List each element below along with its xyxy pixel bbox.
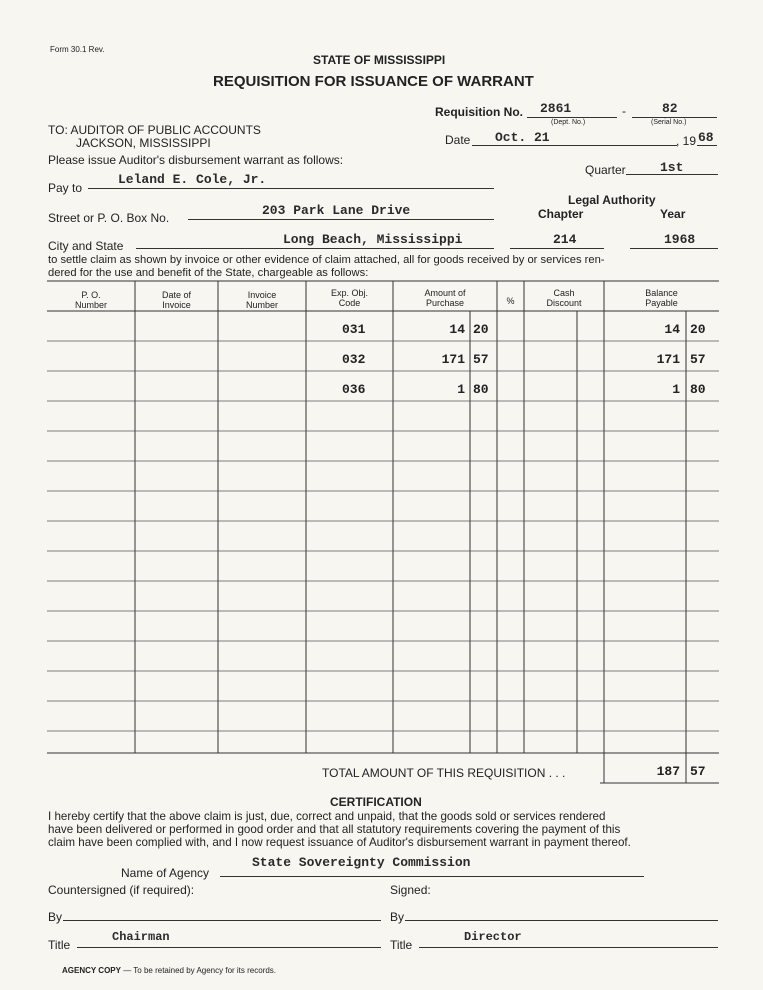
- date-value: Oct. 21: [495, 130, 550, 145]
- row-1-balance-dollars: 14: [664, 322, 680, 337]
- pay-to-value: Leland E. Cole, Jr.: [118, 172, 267, 187]
- dept-no-value: 2861: [540, 101, 572, 116]
- city-label: City and State: [48, 239, 124, 253]
- certification-line-2: have been delivered or performed in good order and that all statutory requirements covering the payment of this: [48, 823, 621, 836]
- year-label: Year: [660, 207, 686, 221]
- row-1-amount-cents: 20: [473, 322, 489, 337]
- total-cents: 57: [690, 764, 706, 779]
- settle-text-1: to settle claim as shown by invoice or other evidence of claim attached, all for goods received by or services ren-: [48, 254, 605, 266]
- total-label: TOTAL AMOUNT OF THIS REQUISITION . . .: [322, 766, 566, 780]
- right-by-line: [405, 920, 718, 921]
- form-number: Form 30.1 Rev.: [50, 45, 105, 54]
- year-value: 1968: [664, 232, 696, 247]
- row-3-amount-cents: 80: [473, 382, 489, 397]
- date-year-value: 68: [698, 130, 714, 145]
- pay-to-label: Pay to: [48, 181, 83, 195]
- row-3-amount-dollars: 1: [457, 382, 465, 397]
- city-value: Long Beach, Mississippi: [283, 232, 463, 247]
- to-line-1: TO: AUDITOR OF PUBLIC ACCOUNTS: [48, 123, 261, 137]
- legal-authority-label: Legal Authority: [568, 193, 656, 207]
- right-title-label: Title: [390, 938, 413, 952]
- agency-line: [220, 876, 644, 877]
- settle-text-2: dered for the use and benefit of the State, chargeable as follows:: [48, 267, 369, 279]
- row-1-amount-dollars: 14: [449, 322, 465, 337]
- row-2-amount-cents: 57: [473, 352, 489, 367]
- left-title-value: Chairman: [112, 930, 170, 944]
- col-header-amount: Amount of Purchase: [424, 288, 466, 308]
- dept-no-caption: (Dept. No.): [551, 119, 586, 126]
- certification-line-1: I hereby certify that the above claim is just, due, correct and unpaid, that the goods sold or services rendered: [48, 810, 606, 823]
- instruction-text: Please issue Auditor's disbursement warrant as follows:: [48, 153, 344, 167]
- date-year-prefix: , 19: [676, 134, 697, 148]
- row-1-balance-cents: 20: [690, 322, 706, 337]
- row-3-code: 036: [342, 382, 366, 397]
- row-2-balance-cents: 57: [690, 352, 706, 367]
- row-1-code: 031: [342, 322, 366, 337]
- requisition-dash: -: [622, 104, 626, 118]
- col-header-date: Date of Invoice: [161, 290, 192, 310]
- left-title-line: [77, 947, 381, 948]
- agency-copy-footer: AGENCY COPY — To be retained by Agency for its records.: [62, 966, 277, 975]
- total-dollars: 187: [656, 764, 680, 779]
- signed-label: Signed:: [390, 883, 431, 897]
- row-3-balance-dollars: 1: [672, 382, 680, 397]
- col-header-balance: Balance Payable: [645, 288, 678, 308]
- col-header-code: Exp. Obj. Code: [330, 288, 368, 308]
- right-title-value: Director: [464, 930, 522, 944]
- street-label: Street or P. O. Box No.: [48, 211, 170, 225]
- serial-no-caption: (Serial No.): [651, 119, 687, 126]
- row-3-balance-cents: 80: [690, 382, 706, 397]
- to-line-2: JACKSON, MISSISSIPPI: [76, 136, 211, 150]
- left-title-label: Title: [48, 938, 71, 952]
- left-by-label: By: [48, 910, 63, 924]
- chapter-label: Chapter: [538, 207, 584, 221]
- street-value: 203 Park Lane Drive: [262, 203, 411, 218]
- col-header-invoice: Invoice Number: [245, 290, 278, 310]
- countersigned-label: Countersigned (if required):: [48, 883, 195, 897]
- state-heading: STATE OF MISSISSIPPI: [313, 53, 446, 67]
- certification-heading: CERTIFICATION: [330, 795, 422, 809]
- right-by-label: By: [390, 910, 405, 924]
- row-2-balance-dollars: 171: [656, 352, 680, 367]
- quarter-label: Quarter: [585, 163, 626, 177]
- chapter-value: 214: [553, 232, 577, 247]
- row-2-amount-dollars: 171: [441, 352, 465, 367]
- row-2-code: 032: [342, 352, 366, 367]
- col-header-discount: Cash Discount: [546, 288, 582, 308]
- form-title: REQUISITION FOR ISSUANCE OF WARRANT: [213, 73, 534, 90]
- agency-label: Name of Agency: [121, 866, 210, 880]
- quarter-value: 1st: [660, 160, 684, 175]
- agency-value: State Sovereignty Commission: [252, 855, 471, 870]
- col-header-pct: %: [506, 296, 515, 306]
- serial-no-value: 82: [662, 101, 678, 116]
- date-label: Date: [445, 133, 471, 147]
- col-header-po: P. O. Number: [74, 290, 107, 310]
- left-by-line: [63, 920, 381, 921]
- certification-line-3: claim have been complied with, and I now request issuance of Auditor's disbursement warrant in payment thereof.: [48, 836, 631, 849]
- requisition-label: Requisition No.: [435, 105, 523, 119]
- right-title-line: [419, 947, 718, 948]
